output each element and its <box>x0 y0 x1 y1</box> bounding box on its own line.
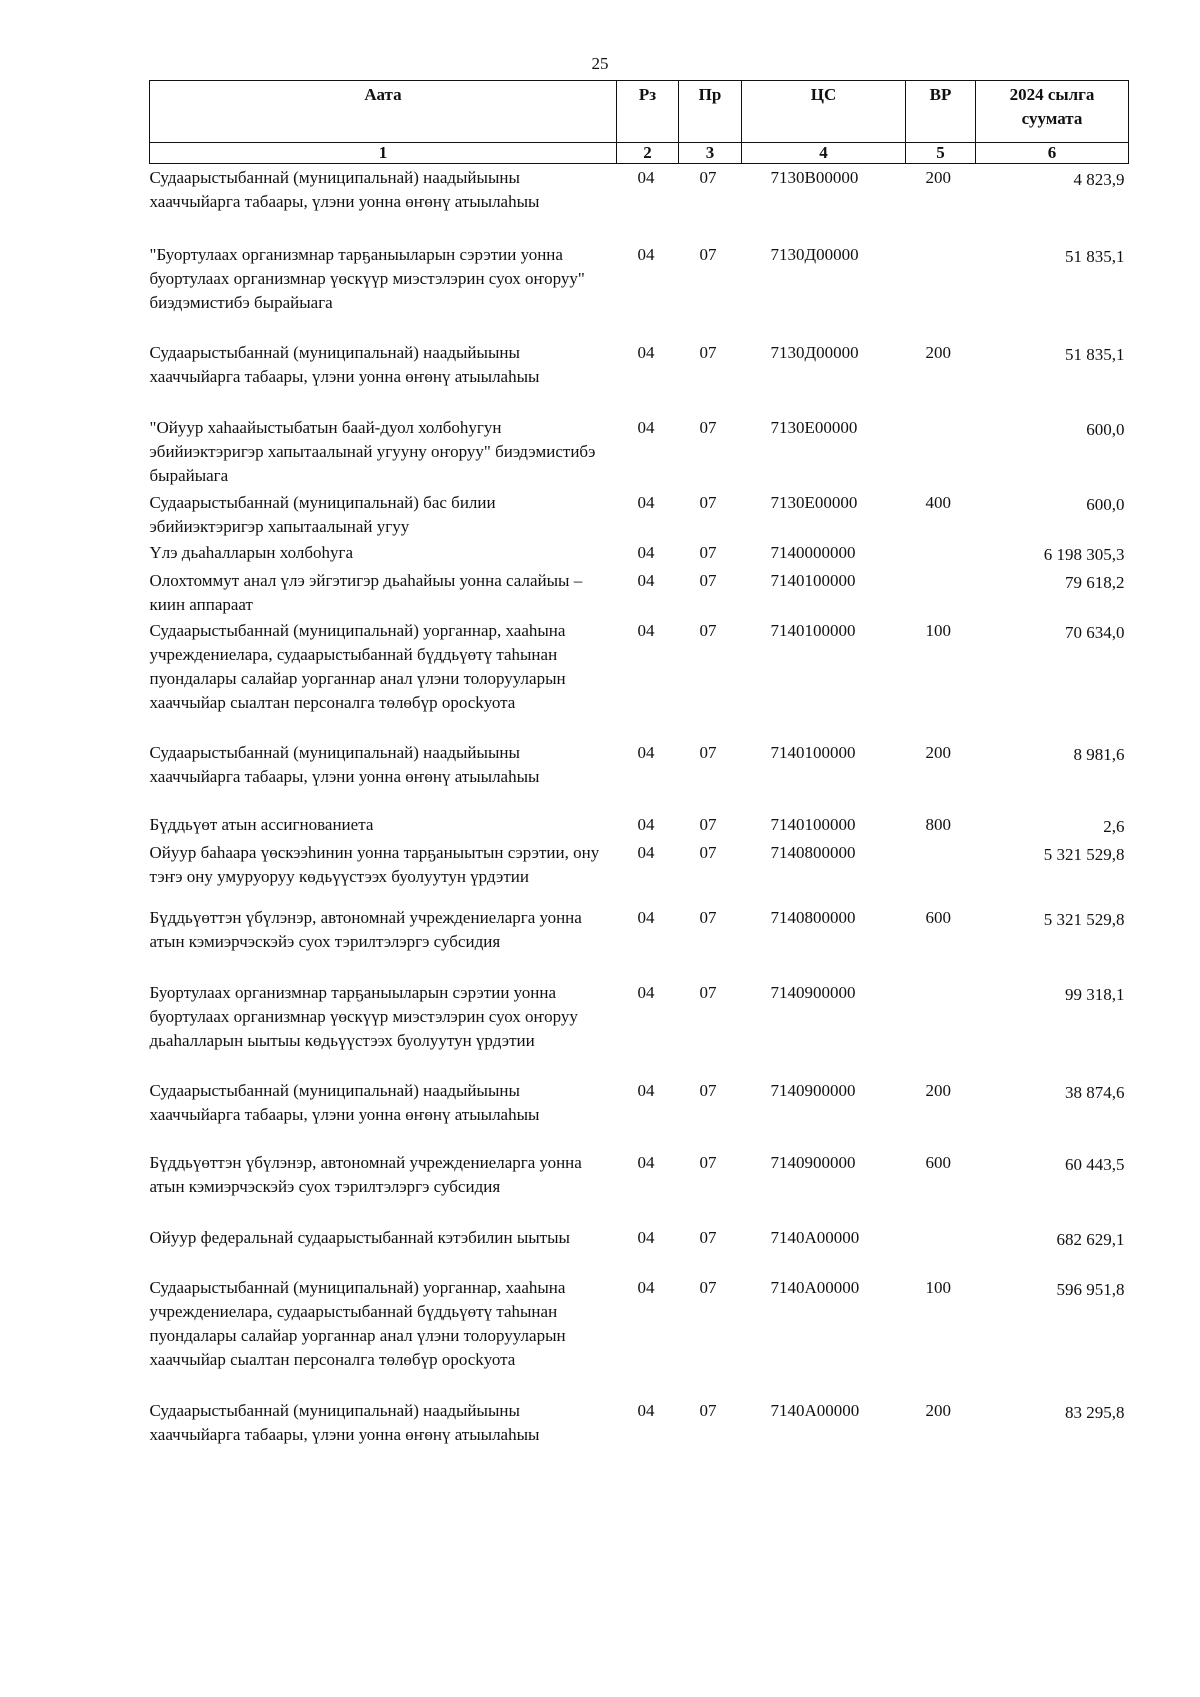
row-cs: 7140800000 <box>770 842 856 862</box>
row-cs: 7140800000 <box>770 907 856 927</box>
row-cs: 7130Д00000 <box>770 342 859 362</box>
row-vr <box>906 539 976 567</box>
table-row <box>150 979 1129 1077</box>
column-number: 1 <box>150 143 617 164</box>
row-name: Судаарыстыбаннай (муниципальнай) наадыйыыны хааччыйарга табаары, үлэни уонна өҥөнү атыылаһыы <box>149 1400 540 1444</box>
table-row <box>150 241 1129 339</box>
row-vr: 600 <box>925 907 951 927</box>
row-sum: 8 981,6 <box>1073 744 1125 764</box>
row-name: Бүддьүөттэн үбүлэнэр, автономнай учреждениеларга уонна атын кэмиэрчэскэйэ суох тэрилтэлэргэ субсидия <box>149 907 582 951</box>
column-number: 5 <box>906 143 976 164</box>
row-vr <box>906 241 976 339</box>
header-pr: Пр <box>679 81 742 143</box>
row-pr: 07 <box>699 1277 717 1297</box>
row-cs: 7140900000 <box>770 982 856 1002</box>
row-pr: 07 <box>699 1080 717 1100</box>
row-name: Бүддьүөт атын ассигнованиета <box>149 814 374 834</box>
table-row <box>150 1274 1129 1397</box>
row-rz: 04 <box>637 342 655 362</box>
page-number: 25 <box>591 54 609 73</box>
table-row <box>150 839 1129 904</box>
row-cs: 7140900000 <box>770 1152 856 1172</box>
row-name: Бүддьүөттэн үбүлэнэр, автономнай учреждениеларга уонна атын кэмиэрчэскэйэ суох тэрилтэлэргэ субсидия <box>149 1152 582 1196</box>
row-pr: 07 <box>699 620 717 640</box>
row-pr: 07 <box>699 1152 717 1172</box>
table-row <box>150 489 1129 539</box>
header-vr: ВР <box>906 81 976 143</box>
table-row <box>150 164 1129 241</box>
row-rz: 04 <box>637 1227 655 1247</box>
row-name: Буортулаах организмнар тарҕаныыларын сэрэтии уонна буортулаах организмнар үөскүүр миэстэлэрин суох оҥоруу дьаһалларын ыытыы көдьүүстээх буолуутун үрдэтии <box>149 982 578 1050</box>
row-pr: 07 <box>699 570 717 590</box>
column-number: 6 <box>976 143 1129 164</box>
row-sum: 83 295,8 <box>1065 1402 1125 1422</box>
row-vr <box>906 414 976 489</box>
row-vr: 100 <box>925 1277 951 1297</box>
row-vr: 200 <box>925 342 951 362</box>
column-number: 4 <box>742 143 906 164</box>
row-cs: 7140А00000 <box>770 1400 860 1420</box>
row-name: Ойуур федеральнай судаарыстыбаннай кэтэбилин ыытыы <box>149 1227 570 1247</box>
row-cs: 7140000000 <box>770 542 856 562</box>
table-row <box>150 811 1129 839</box>
row-name: Үлэ дьаһалларын холбоһуга <box>149 542 354 562</box>
row-name: "Буортулаах организмнар тарҕаныыларын сэрэтии уонна буортулаах организмнар үөскүүр миэстэлэрин суох оҥоруу" биэдэмистибэ бырайыага <box>149 244 585 312</box>
row-sum: 600,0 <box>1086 494 1125 514</box>
row-vr: 800 <box>925 814 951 834</box>
table-row <box>150 904 1129 979</box>
row-rz: 04 <box>637 1400 655 1420</box>
row-pr: 07 <box>699 842 717 862</box>
row-name: Судаарыстыбаннай (муниципальнай) наадыйыыны хааччыйарга табаары, үлэни уонна өҥөнү атыылаһыы <box>149 742 540 786</box>
row-sum: 5 321 529,8 <box>1043 909 1125 929</box>
row-vr: 400 <box>925 492 951 512</box>
row-cs: 7140100000 <box>770 620 856 640</box>
table-body <box>150 164 1129 1447</box>
header-name: Аата <box>150 81 617 143</box>
row-sum: 51 835,1 <box>1065 246 1125 266</box>
row-name: Олохтоммут анал үлэ эйгэтигэр дьаһайыы уонна салайыы – киин аппарaат <box>149 570 583 614</box>
row-pr: 07 <box>699 417 717 437</box>
row-rz: 04 <box>637 1080 655 1100</box>
row-cs: 7130В00000 <box>770 168 859 187</box>
row-cs: 7140900000 <box>770 1080 856 1100</box>
row-sum: 70 634,0 <box>1065 622 1125 642</box>
row-sum: 51 835,1 <box>1065 344 1125 364</box>
row-vr: 200 <box>925 1080 951 1100</box>
column-number: 2 <box>617 143 679 164</box>
row-cs: 7130Е00000 <box>770 492 858 512</box>
row-sum: 600,0 <box>1086 419 1125 439</box>
row-sum: 596 951,8 <box>1056 1279 1125 1299</box>
row-pr: 07 <box>699 342 717 362</box>
row-sum: 60 443,5 <box>1065 1154 1125 1174</box>
row-rz: 04 <box>637 742 655 762</box>
row-sum: 99 318,1 <box>1065 984 1125 1004</box>
row-sum: 6 198 305,3 <box>1043 544 1125 564</box>
row-rz: 04 <box>637 542 655 562</box>
row-rz: 04 <box>637 417 655 437</box>
row-sum: 5 321 529,8 <box>1043 844 1125 864</box>
row-name: Судаарыстыбаннай (муниципальнай) наадыйыыны хааччыйарга табаары, үлэни уонна өҥөнү атыылаһыы <box>149 342 540 386</box>
table-header <box>150 81 1129 164</box>
table-row <box>150 1397 1129 1447</box>
row-sum: 2,6 <box>1103 816 1125 836</box>
table-row <box>150 539 1129 567</box>
row-rz: 04 <box>637 982 655 1002</box>
row-cs: 7140А00000 <box>770 1227 860 1247</box>
row-rz: 04 <box>637 570 655 590</box>
row-rz: 04 <box>637 168 655 187</box>
row-pr: 07 <box>699 1227 717 1247</box>
row-rz: 04 <box>637 907 655 927</box>
row-name: Ойуур баһаара үөскээһинин уонна тарҕаныытын сэрэтии, ону тэҥэ ону умуруоруу көдьүүстээх буолуутун үрдэтии <box>149 842 600 886</box>
row-sum: 79 618,2 <box>1065 572 1125 592</box>
row-name: Судаарыстыбаннай (муниципальнай) уорганнар, хааһына учреждениелара, судаарыстыбаннай бүддьүөтү таһынан пуондалары салайар уорганнар анал үлэни толорууларын хааччыйар сыалтан персоналга төлөбүр оросkуота <box>149 620 566 712</box>
row-vr: 200 <box>925 1400 951 1420</box>
row-pr: 07 <box>699 814 717 834</box>
budget-table <box>149 80 1129 1447</box>
table-row <box>150 414 1129 489</box>
row-rz: 04 <box>637 814 655 834</box>
table-row <box>150 1224 1129 1274</box>
row-vr: 200 <box>925 168 951 187</box>
row-rz: 04 <box>637 492 655 512</box>
row-cs: 7140100000 <box>770 742 856 762</box>
row-pr: 07 <box>699 492 717 512</box>
row-name: "Ойуур хаһаайыстыбатын баай-дуол холбоһугун эбийиэктэригэр хапытаалынай угууну оҥоруу" биэдэмистибэ бырайыага <box>149 417 596 485</box>
column-number: 3 <box>679 143 742 164</box>
row-vr: 600 <box>925 1152 951 1172</box>
row-pr: 07 <box>699 244 717 264</box>
header-sum: 2024 сылга суумата <box>976 81 1129 143</box>
row-sum: 38 874,6 <box>1065 1082 1125 1102</box>
row-cs: 7140100000 <box>770 570 856 590</box>
row-pr: 07 <box>699 742 717 762</box>
table-row <box>150 1149 1129 1224</box>
row-vr: 200 <box>925 742 951 762</box>
table-row <box>150 1077 1129 1149</box>
row-vr: 100 <box>925 620 951 640</box>
table-row <box>150 567 1129 617</box>
header-cs: ЦС <box>742 81 906 143</box>
row-vr <box>906 567 976 617</box>
table-row <box>150 339 1129 414</box>
row-sum: 4 823,9 <box>1073 170 1125 189</box>
header-rz: Рз <box>617 81 679 143</box>
row-vr <box>906 1224 976 1274</box>
row-name: Судаарыстыбаннай (муниципальнай) наадыйыыны хааччыйарга табаары, үлэни уонна өҥөнү атыылаһыы <box>149 1080 540 1124</box>
row-rz: 04 <box>637 620 655 640</box>
row-vr <box>906 979 976 1077</box>
row-pr: 07 <box>699 542 717 562</box>
row-rz: 04 <box>637 1277 655 1297</box>
row-sum: 682 629,1 <box>1056 1229 1125 1249</box>
row-pr: 07 <box>699 168 717 187</box>
row-rz: 04 <box>637 1152 655 1172</box>
row-cs: 7130Е00000 <box>770 417 858 437</box>
row-pr: 07 <box>699 1400 717 1420</box>
row-rz: 04 <box>637 244 655 264</box>
row-vr <box>906 839 976 904</box>
row-cs: 7140А00000 <box>770 1277 860 1297</box>
row-cs: 7140100000 <box>770 814 856 834</box>
row-name: Судаарыстыбаннай (муниципальнай) бас билии эбийиэктэригэр хапытаалынай угуу <box>149 492 496 536</box>
row-cs: 7130Д00000 <box>770 244 859 264</box>
row-pr: 07 <box>699 907 717 927</box>
row-rz: 04 <box>637 842 655 862</box>
row-name: Судаарыстыбаннай (муниципальнай) уорганнар, хааһына учреждениелара, судаарыстыбаннай бүддьүөтү таһынан пуондалары салайар уорганнар анал үлэни толорууларын хааччыйар сыалтан персоналга төлөбүр оросkуота <box>149 1277 566 1369</box>
row-pr: 07 <box>699 982 717 1002</box>
table-row <box>150 739 1129 811</box>
row-name: Судаарыстыбаннай (муниципальнай) наадыйыыны хааччыйарга табаары, үлэни уонна өҥөнү атыылаһыы <box>149 168 540 211</box>
table-row <box>150 617 1129 739</box>
